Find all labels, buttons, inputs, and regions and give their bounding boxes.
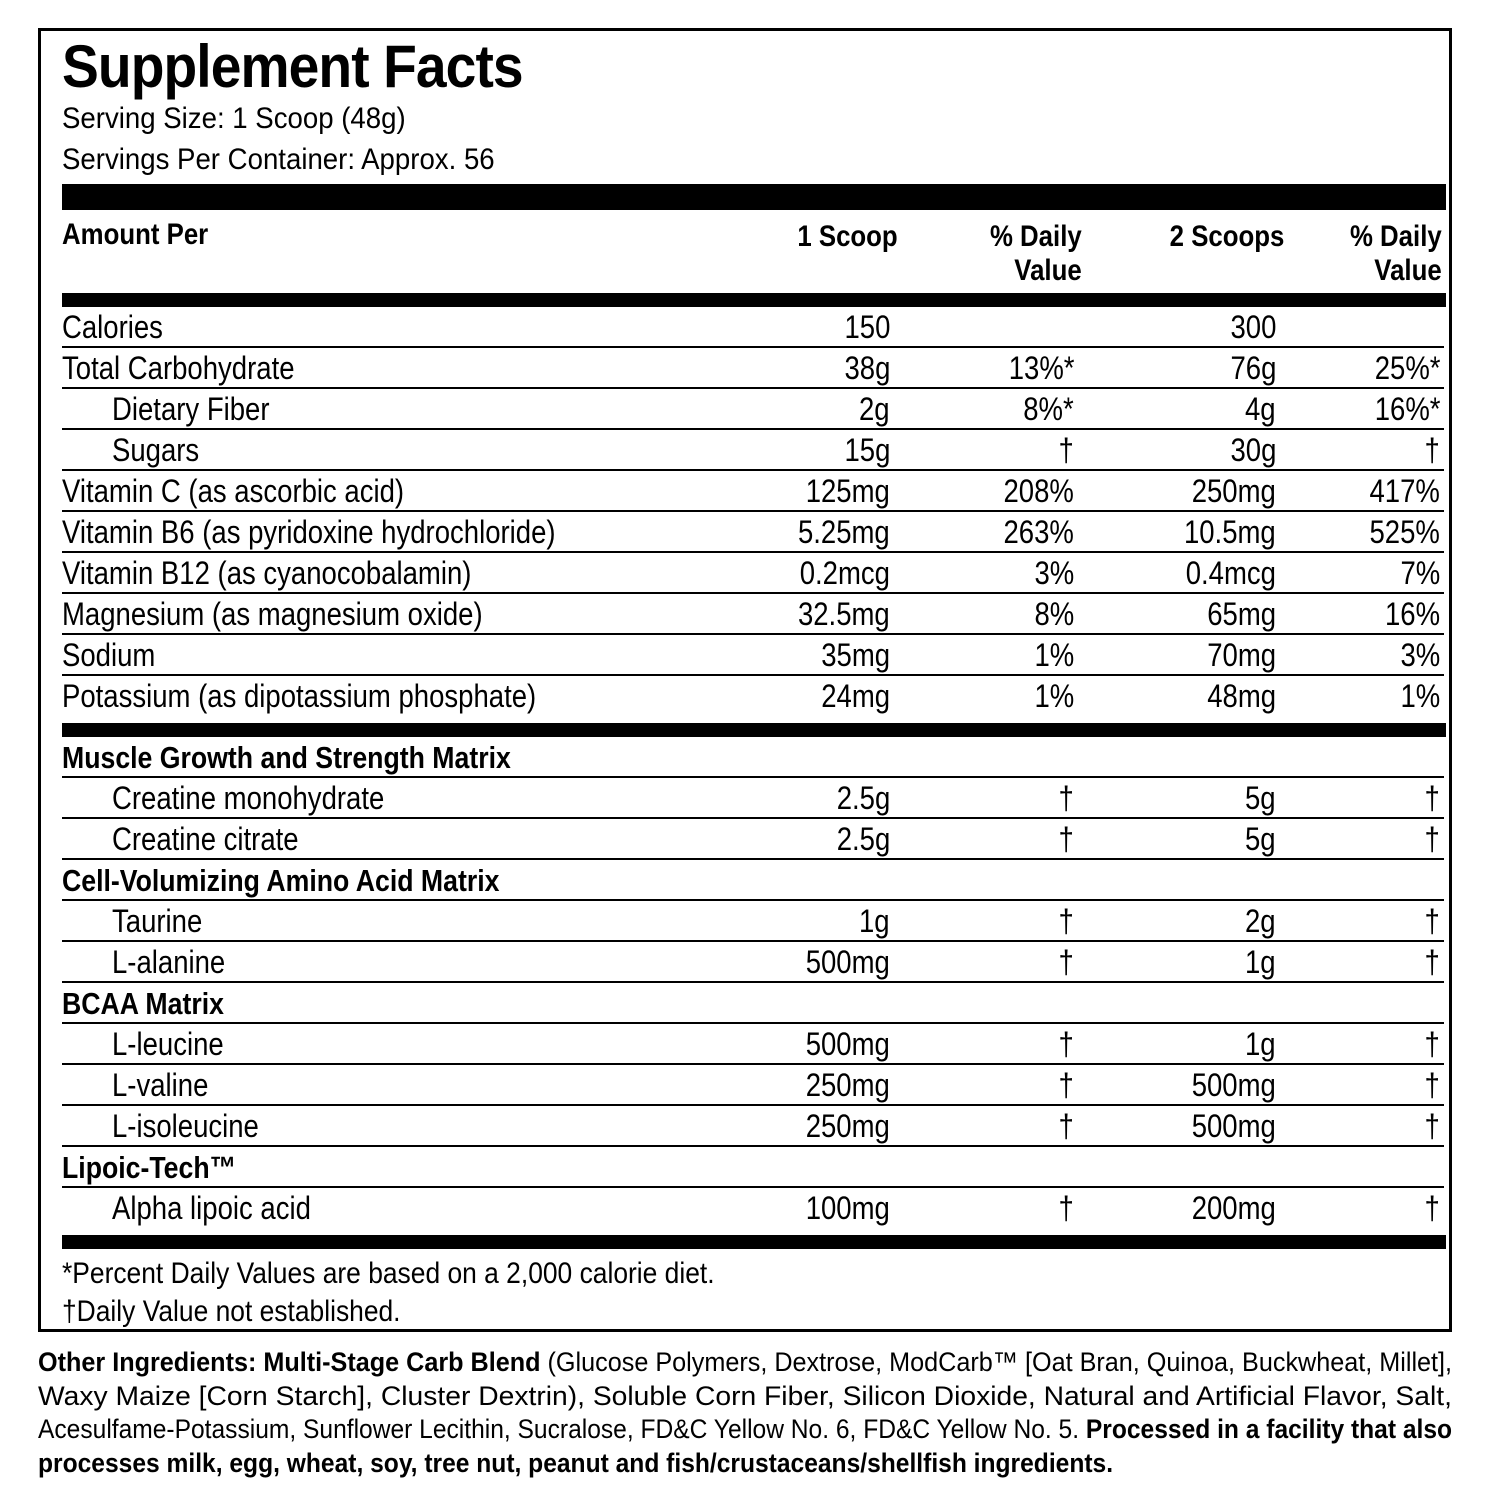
row-label: Taurine bbox=[112, 903, 203, 939]
amount-1-scoop: 250mg bbox=[805, 1108, 890, 1144]
dv-2-scoops: 16% bbox=[1384, 596, 1440, 632]
amount-1-scoop: 100mg bbox=[805, 1190, 890, 1226]
amount-1-scoop: 0.2mcg bbox=[799, 555, 890, 591]
amount-1-scoop: 500mg bbox=[805, 944, 890, 980]
table-row bbox=[62, 471, 1444, 512]
amount-1-scoop: 1g bbox=[859, 903, 890, 939]
dv-2-scoops: 3% bbox=[1400, 637, 1440, 673]
amount-2-scoops: 1g bbox=[1245, 1026, 1276, 1062]
dv-1-scoop: † bbox=[1058, 780, 1074, 816]
amount-2-scoops: 500mg bbox=[1191, 1108, 1276, 1144]
section-title: Muscle Growth and Strength Matrix bbox=[62, 740, 511, 775]
thick-divider-top bbox=[62, 184, 1446, 210]
amount-2-scoops: 5g bbox=[1245, 780, 1276, 816]
amount-1-scoop: 2.5g bbox=[836, 821, 890, 857]
dv-2-scoops: † bbox=[1424, 1190, 1440, 1226]
dv-2-scoops: 16%* bbox=[1374, 391, 1440, 427]
table-row bbox=[62, 819, 1444, 860]
amount-1-scoop: 35mg bbox=[821, 637, 890, 673]
row-label: Creatine citrate bbox=[112, 821, 299, 857]
header-2-scoops: 2 Scoops bbox=[1169, 220, 1284, 253]
dv-2-scoops: 25%* bbox=[1374, 350, 1440, 386]
amount-2-scoops: 250mg bbox=[1191, 473, 1276, 509]
servings-per-container: Servings Per Container: Approx. 56 bbox=[62, 143, 495, 176]
amount-2-scoops: 300 bbox=[1230, 309, 1276, 345]
dv-1-scoop: † bbox=[1058, 1190, 1074, 1226]
dv-1-scoop: † bbox=[1058, 944, 1074, 980]
dv-2-scoops: † bbox=[1424, 1108, 1440, 1144]
table-row bbox=[62, 348, 1444, 389]
dv-1-scoop: 1% bbox=[1034, 637, 1074, 673]
dv-1-scoop: † bbox=[1058, 1067, 1074, 1103]
row-label: Vitamin B12 (as cyanocobalamin) bbox=[62, 555, 472, 591]
table-row bbox=[62, 778, 1444, 819]
dv-2-scoops: † bbox=[1424, 432, 1440, 468]
dv-1-scoop: 263% bbox=[1003, 514, 1074, 550]
amount-2-scoops: 48mg bbox=[1207, 678, 1276, 714]
serving-size: Serving Size: 1 Scoop (48g) bbox=[62, 102, 406, 135]
row-label: Alpha lipoic acid bbox=[112, 1190, 311, 1226]
dv-2-scoops: † bbox=[1424, 1026, 1440, 1062]
table-row bbox=[62, 1188, 1444, 1229]
thick-divider-footnotes bbox=[62, 1235, 1446, 1249]
row-label: Magnesium (as magnesium oxide) bbox=[62, 596, 483, 632]
amount-1-scoop: 150 bbox=[844, 309, 890, 345]
row-label: Vitamin C (as ascorbic acid) bbox=[62, 473, 405, 509]
section-row bbox=[62, 983, 1444, 1024]
amount-1-scoop: 38g bbox=[844, 350, 890, 386]
table-row bbox=[62, 676, 1444, 717]
header-dv-2: % Daily Value bbox=[1350, 220, 1442, 287]
amount-1-scoop: 5.25mg bbox=[798, 514, 890, 550]
row-label: Sugars bbox=[112, 432, 200, 468]
dv-1-scoop: 8%* bbox=[1023, 391, 1074, 427]
section-row bbox=[62, 737, 1444, 778]
dv-2-scoops: † bbox=[1424, 1067, 1440, 1103]
section-row bbox=[62, 860, 1444, 901]
amount-2-scoops: 30g bbox=[1230, 432, 1276, 468]
table-row bbox=[62, 553, 1444, 594]
amount-1-scoop: 250mg bbox=[805, 1067, 890, 1103]
dv-1-scoop: † bbox=[1058, 821, 1074, 857]
section-title: BCAA Matrix bbox=[62, 986, 224, 1021]
amount-2-scoops: 5g bbox=[1245, 821, 1276, 857]
row-label: Total Carbohydrate bbox=[62, 350, 295, 386]
dv-2-scoops: † bbox=[1424, 780, 1440, 816]
table-row bbox=[62, 307, 1444, 348]
table-row bbox=[62, 942, 1444, 983]
amount-1-scoop: 15g bbox=[844, 432, 890, 468]
amount-2-scoops: 76g bbox=[1230, 350, 1276, 386]
row-label: Creatine monohydrate bbox=[112, 780, 385, 816]
amount-2-scoops: 500mg bbox=[1191, 1067, 1276, 1103]
row-label: L-alanine bbox=[112, 944, 226, 980]
other-ingredients-line-2: Waxy Maize [Corn Starch], Cluster Dextrin), Soluble Corn Fiber, Silicon Dioxide, Natural and Artificial Flavor, Salt, bbox=[38, 1380, 1452, 1411]
row-label: L-isoleucine bbox=[112, 1108, 259, 1144]
table-row bbox=[62, 901, 1444, 942]
thick-divider-matrices bbox=[62, 723, 1446, 737]
thick-divider-header bbox=[62, 293, 1446, 307]
amount-2-scoops: 65mg bbox=[1207, 596, 1276, 632]
dv-2-scoops: † bbox=[1424, 903, 1440, 939]
dv-1-scoop: 208% bbox=[1003, 473, 1074, 509]
amount-2-scoops: 1g bbox=[1245, 944, 1276, 980]
panel-title: Supplement Facts bbox=[62, 33, 523, 100]
amount-1-scoop: 125mg bbox=[805, 473, 890, 509]
dv-footnote: *Percent Daily Values are based on a 2,000 calorie diet. bbox=[62, 1257, 715, 1290]
other-ingredients bbox=[38, 1346, 1452, 1480]
amount-2-scoops: 0.4mcg bbox=[1185, 555, 1276, 591]
other-ingredients-line-1: Other Ingredients: Multi-Stage Carb Blend (Glucose Polymers, Dextrose, ModCarb™ [Oat Bran, Quinoa, Buckwheat, Millet], bbox=[38, 1347, 1453, 1377]
amount-2-scoops: 200mg bbox=[1191, 1190, 1276, 1226]
other-ingredients-line-3: Acesulfame-Potassium, Sunflower Lecithin, Sucralose, FD&C Yellow No. 6, FD&C Yellow No. 5. Processed in a facility that also bbox=[38, 1414, 1453, 1444]
dv-2-scoops: 525% bbox=[1369, 514, 1440, 550]
table-row bbox=[62, 1024, 1444, 1065]
row-label: Dietary Fiber bbox=[112, 391, 270, 427]
section-title: Lipoic-Tech™ bbox=[62, 1150, 237, 1185]
amount-1-scoop: 2g bbox=[859, 391, 890, 427]
row-label: L-valine bbox=[112, 1067, 209, 1103]
dv-1-scoop: † bbox=[1058, 903, 1074, 939]
row-label: Calories bbox=[62, 309, 163, 345]
row-label: Potassium (as dipotassium phosphate) bbox=[62, 678, 537, 714]
table-row bbox=[62, 512, 1444, 553]
table-row bbox=[62, 389, 1444, 430]
dv-2-scoops: 417% bbox=[1369, 473, 1440, 509]
amount-1-scoop: 24mg bbox=[821, 678, 890, 714]
row-label: Sodium bbox=[62, 637, 156, 673]
section-title: Cell-Volumizing Amino Acid Matrix bbox=[62, 863, 500, 898]
amount-2-scoops: 70mg bbox=[1207, 637, 1276, 673]
row-label: L-leucine bbox=[112, 1026, 224, 1062]
amount-2-scoops: 2g bbox=[1245, 903, 1276, 939]
dv-2-scoops: 7% bbox=[1400, 555, 1440, 591]
dv-1-scoop: † bbox=[1058, 1108, 1074, 1144]
dv-2-scoops: 1% bbox=[1400, 678, 1440, 714]
other-ingredients-line-4: processes milk, egg, wheat, soy, tree nut, peanut and fish/crustaceans/shellfish ingredients. bbox=[38, 1447, 1114, 1478]
header-1-scoop: 1 Scoop bbox=[797, 220, 898, 253]
amount-1-scoop: 500mg bbox=[805, 1026, 890, 1062]
dv-1-scoop: † bbox=[1058, 1026, 1074, 1062]
amount-2-scoops: 4g bbox=[1245, 391, 1276, 427]
table-row bbox=[62, 635, 1444, 676]
table-row bbox=[62, 1106, 1444, 1147]
dv-1-scoop: 1% bbox=[1034, 678, 1074, 714]
dv-1-scoop: † bbox=[1058, 432, 1074, 468]
dagger-footnote: †Daily Value not established. bbox=[62, 1295, 401, 1328]
dv-1-scoop: 8% bbox=[1034, 596, 1074, 632]
dv-1-scoop: 3% bbox=[1034, 555, 1074, 591]
amount-1-scoop: 2.5g bbox=[836, 780, 890, 816]
table-row bbox=[62, 1065, 1444, 1106]
dv-2-scoops: † bbox=[1424, 821, 1440, 857]
table-row bbox=[62, 594, 1444, 635]
header-dv-1: % Daily Value bbox=[990, 220, 1082, 287]
amount-2-scoops: 10.5mg bbox=[1184, 514, 1276, 550]
row-label: Vitamin B6 (as pyridoxine hydrochloride) bbox=[62, 514, 556, 550]
dv-1-scoop: 13%* bbox=[1008, 350, 1074, 386]
section-row bbox=[62, 1147, 1444, 1188]
amount-1-scoop: 32.5mg bbox=[798, 596, 890, 632]
dv-2-scoops: † bbox=[1424, 944, 1440, 980]
table-row bbox=[62, 430, 1444, 471]
header-amount-per: Amount Per bbox=[62, 218, 209, 251]
